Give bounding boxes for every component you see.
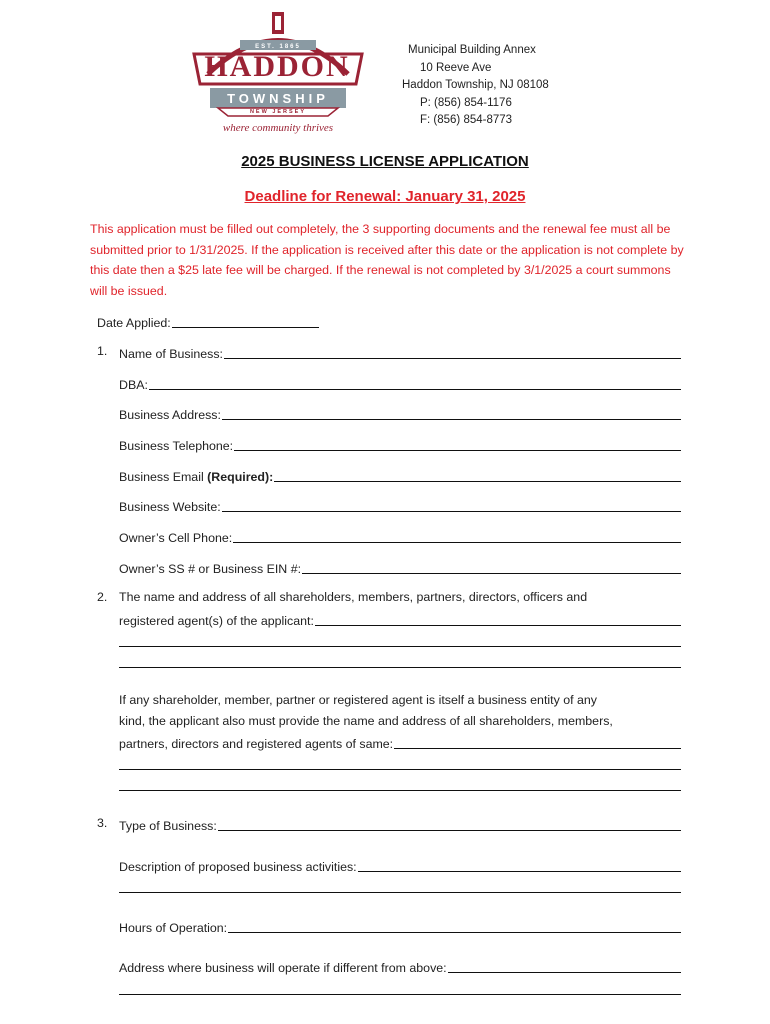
description-field[interactable]: [119, 857, 681, 874]
owner-ss-ein-label: Owner’s SS # or Business EIN #:: [119, 562, 302, 576]
alternate-address-label: Address where business will operate if different from above:: [119, 961, 447, 975]
alternate-address-field[interactable]: [119, 958, 681, 975]
business-email-label: [119, 470, 274, 484]
section-3-number: 3.: [97, 816, 108, 830]
shareholders-field[interactable]: [119, 611, 681, 628]
logo-tagline: where community thrives: [222, 122, 334, 134]
business-email-field[interactable]: [119, 467, 681, 484]
logo-township-text: TOWNSHIP: [227, 91, 329, 106]
entity-input-line[interactable]: [394, 734, 681, 749]
type-of-business-input-line[interactable]: [218, 816, 681, 831]
owner-cell-label: Owner’s Cell Phone:: [119, 531, 233, 545]
shareholders-text-line-1: The name and address of all shareholders, members, partners, directors, officers and: [119, 590, 588, 604]
description-extra-line[interactable]: [119, 892, 681, 893]
municipal-address: [396, 42, 576, 130]
business-address-label: Business Address:: [119, 408, 221, 422]
section-1-number: 1.: [97, 344, 108, 358]
section-2-number: 2.: [97, 590, 108, 604]
entity-label: partners, directors and registered agents of same:: [119, 737, 394, 751]
alternate-address-input-line[interactable]: [448, 958, 681, 973]
business-telephone-label: Business Telephone:: [119, 439, 234, 453]
name-of-business-input-line[interactable]: [224, 344, 681, 359]
page-title: 2025 BUSINESS LICENSE APPLICATION: [241, 153, 529, 170]
shareholders-label: registered agent(s) of the applicant:: [119, 614, 314, 628]
date-applied-label: Date Applied:: [97, 316, 171, 330]
haddon-township-logo: [188, 12, 368, 140]
date-applied-field[interactable]: [97, 313, 319, 330]
owner-cell-input-line[interactable]: [233, 528, 681, 543]
business-email-label-text: Business Email: [119, 470, 208, 484]
shareholders-extra-line-1[interactable]: [119, 646, 681, 647]
address-phone: P: (856) 854-1176: [420, 96, 512, 109]
hours-of-operation-label: Hours of Operation:: [119, 921, 228, 935]
owner-ss-ein-input-line[interactable]: [302, 559, 681, 574]
business-telephone-field[interactable]: [119, 436, 681, 453]
logo-est-text: EST. 1865: [255, 44, 301, 50]
type-of-business-label: Type of Business:: [119, 819, 217, 833]
dba-input-line[interactable]: [149, 375, 681, 390]
dba-label: DBA:: [119, 378, 148, 392]
address-line-2: 10 Reeve Ave: [420, 61, 492, 74]
alternate-address-extra-line[interactable]: [119, 994, 681, 995]
business-telephone-input-line[interactable]: [234, 436, 681, 451]
description-input-line[interactable]: [358, 857, 681, 872]
business-address-input-line[interactable]: [222, 405, 681, 420]
address-line-3: Haddon Township, NJ 08108: [402, 79, 549, 91]
dba-field[interactable]: [119, 375, 681, 392]
logo-state-text: NEW JERSEY: [249, 109, 307, 115]
business-email-required-tag: (Required):: [207, 470, 274, 484]
address-line-1: Municipal Building Annex: [408, 44, 536, 56]
entity-extra-line-2[interactable]: [119, 790, 681, 791]
description-label: Description of proposed business activities:: [119, 860, 357, 874]
business-address-field[interactable]: [119, 405, 681, 422]
business-website-label: Business Website:: [119, 500, 221, 514]
name-of-business-field[interactable]: [119, 344, 681, 361]
entity-extra-line-1[interactable]: [119, 769, 681, 770]
business-email-input-line[interactable]: [274, 467, 681, 482]
business-website-field[interactable]: [119, 497, 681, 514]
owner-ss-ein-field[interactable]: [119, 559, 681, 576]
business-website-input-line[interactable]: [222, 497, 681, 512]
entity-field[interactable]: [119, 734, 681, 751]
entity-text-line-1: If any shareholder, member, partner or registered agent is itself a business entity of any: [119, 693, 597, 707]
address-fax: F: (856) 854-8773: [420, 114, 513, 126]
shareholders-extra-line-2[interactable]: [119, 667, 681, 668]
type-of-business-field[interactable]: [119, 816, 681, 833]
name-of-business-label: Name of Business:: [119, 347, 223, 361]
late-fee-notice: This application must be filled out completely, the 3 supporting documents and the renewal fee must all be submitted prior to 1/31/2025. If the application is received after this date or the application is not complete by this date then a $25 late fee will be charged. If the renewal is not completed by 3/1/2025 a court summons will be issued.: [90, 222, 684, 298]
hours-of-operation-field[interactable]: [119, 918, 681, 935]
entity-text-line-2: kind, the applicant also must provide the name and address of all shareholders, members,: [119, 714, 613, 728]
logo-haddon-text: HADDON: [204, 50, 350, 83]
hours-of-operation-input-line[interactable]: [228, 918, 681, 933]
shareholders-input-line[interactable]: [315, 611, 681, 626]
renewal-deadline: Deadline for Renewal: January 31, 2025: [244, 188, 526, 205]
owner-cell-field[interactable]: [119, 528, 681, 545]
date-applied-input-line[interactable]: [172, 313, 319, 328]
